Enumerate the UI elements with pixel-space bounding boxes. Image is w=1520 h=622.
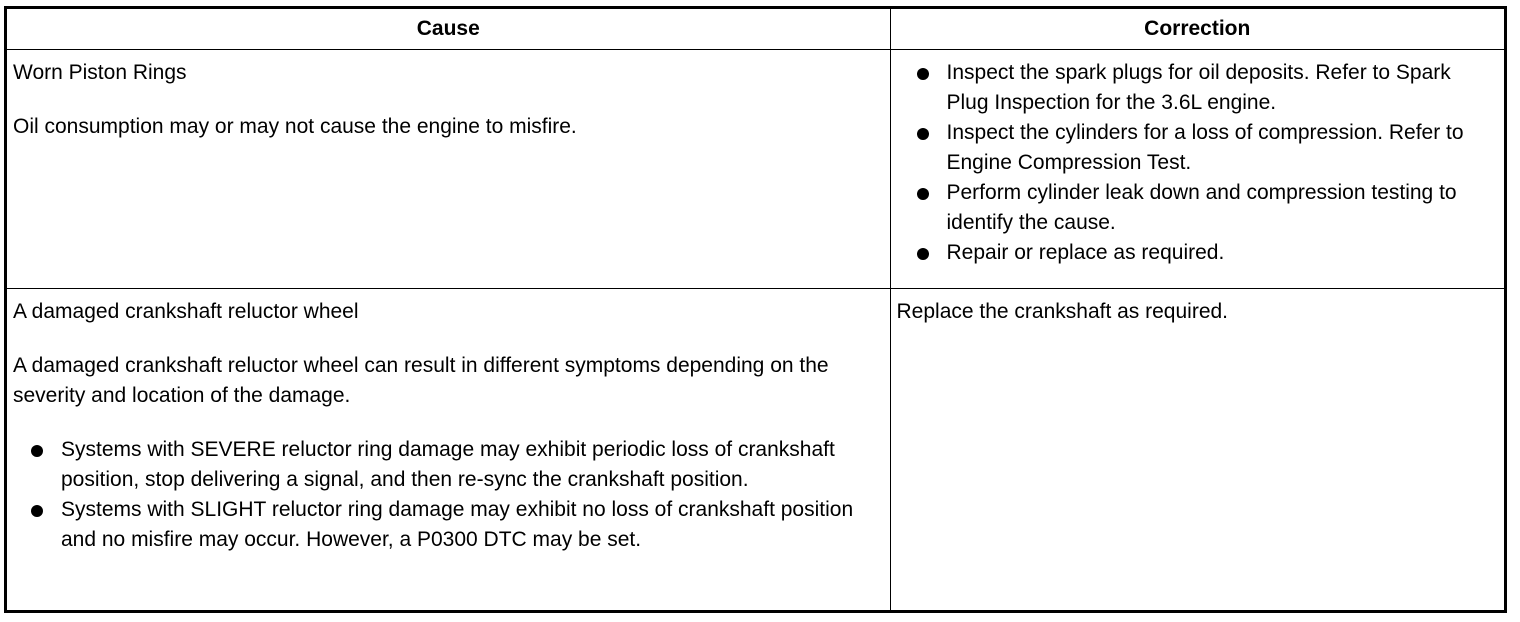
cause-cell	[7, 289, 890, 611]
bullet-icon	[917, 188, 929, 200]
list-item	[897, 118, 1499, 178]
list-item	[897, 238, 1499, 268]
diagnostic-table	[7, 9, 1504, 610]
list-item	[13, 495, 884, 555]
cause-title: A damaged crankshaft reluctor wheel	[13, 300, 359, 323]
list-item-text: Repair or replace as required.	[946, 241, 1225, 264]
bullet-icon	[917, 248, 929, 260]
list-item	[13, 435, 884, 495]
list-item-text: Inspect the cylinders for a loss of compression. Refer to Engine Compression Test.	[946, 121, 1464, 174]
cause-header: Cause	[7, 9, 890, 50]
diagnostic-table-frame	[4, 6, 1507, 613]
cause-title: Worn Piston Rings	[13, 61, 187, 84]
list-item-text: Systems with SLIGHT reluctor ring damage may exhibit no loss of crankshaft position and no misfire may occur. However, a P0300 DTC may be set.	[61, 498, 854, 551]
table-row	[7, 50, 1504, 289]
list-item	[897, 178, 1499, 238]
correction-header: Correction	[890, 9, 1504, 50]
cause-detail: A damaged crankshaft reluctor wheel can result in different symptoms depending on the severity and location of the damage.	[13, 354, 829, 407]
correction-cell	[890, 50, 1504, 289]
cause-detail: Oil consumption may or may not cause the engine to misfire.	[13, 115, 577, 138]
cause-cell	[7, 50, 890, 289]
list-item-text: Perform cylinder leak down and compression testing to identify the cause.	[946, 181, 1457, 234]
correction-text: Replace the crankshaft as required.	[896, 300, 1229, 323]
cause-list	[13, 435, 884, 555]
table-row	[7, 289, 1504, 611]
list-item-text: Inspect the spark plugs for oil deposits. Refer to Spark Plug Inspection for the 3.6L engine.	[946, 61, 1451, 114]
correction-list	[897, 58, 1499, 268]
bullet-icon	[917, 68, 929, 80]
list-item-text: Systems with SEVERE reluctor ring damage may exhibit periodic loss of crankshaft position, stop delivering a signal, and then re-sync the crankshaft position.	[61, 438, 835, 491]
list-item	[897, 58, 1499, 118]
correction-cell	[890, 289, 1504, 611]
bullet-icon	[917, 128, 929, 140]
table-header-row	[7, 9, 1504, 50]
bullet-icon	[31, 505, 43, 517]
bullet-icon	[31, 445, 43, 457]
